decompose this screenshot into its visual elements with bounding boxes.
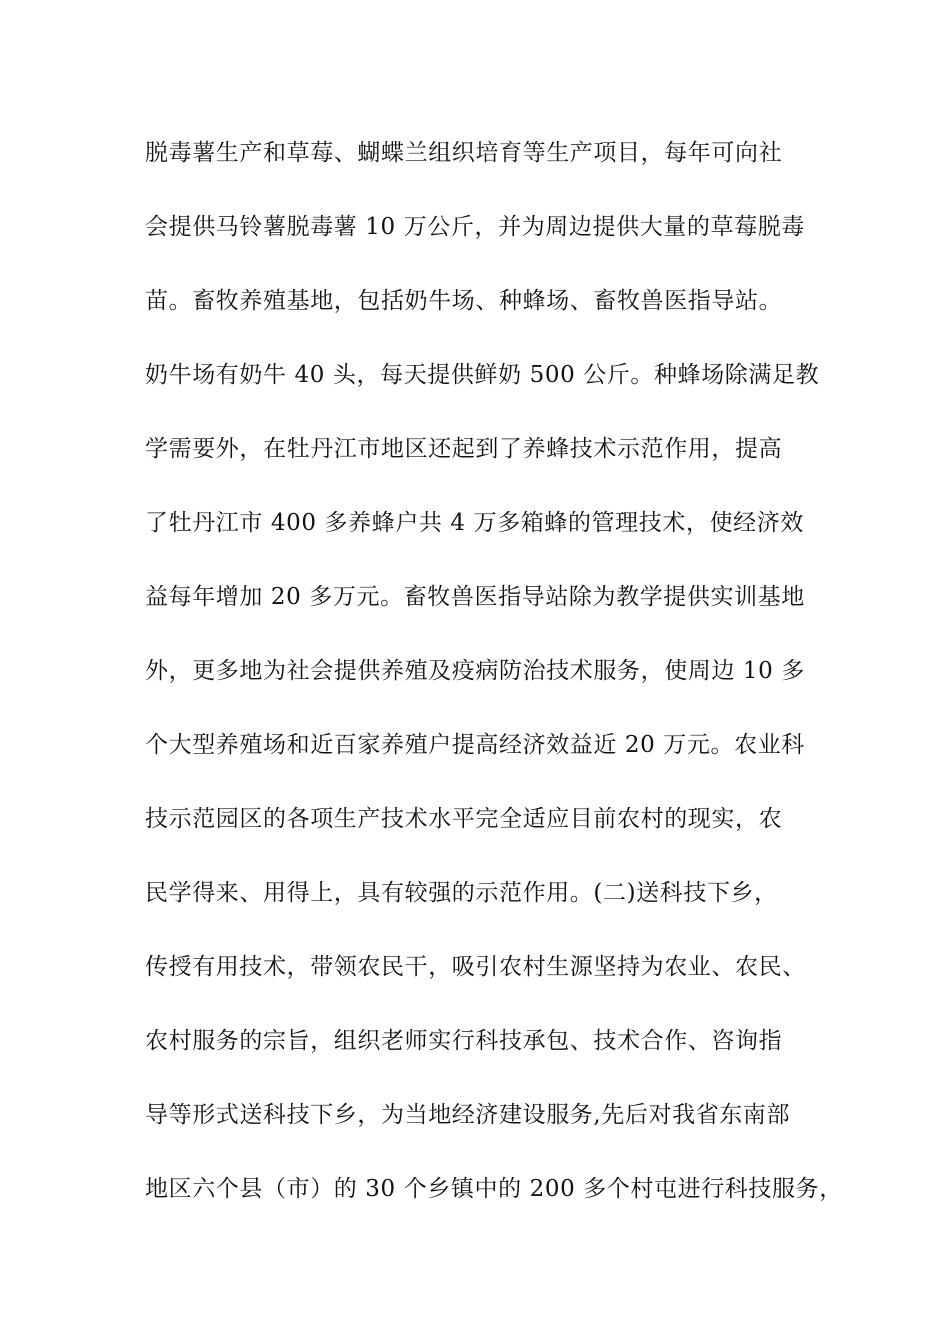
text-line: 益每年增加 20 多万元。畜牧兽医指导站除为教学提供实训基地	[145, 584, 805, 610]
text-line: 农村服务的宗旨，组织老师实行科技承包、技术合作、咨询指	[145, 1028, 783, 1054]
body-text	[145, 128, 843, 1238]
text-line: 学需要外，在牡丹江市地区还起到了养蜂技术示范作用，提高	[145, 436, 783, 462]
text-line: 地区六个县（市）的 30 个乡镇中的 200 多个村屯进行科技服务，	[145, 1176, 843, 1202]
text-line: 会提供马铃薯脱毒薯 10 万公斤，并为周边提供大量的草莓脱毒	[145, 214, 805, 240]
text-line: 了牡丹江市 400 多养蜂户共 4 万多箱蜂的管理技术，使经济效	[145, 510, 804, 536]
text-line: 个大型养殖场和近百家养殖户提高经济效益近 20 万元。农业科	[145, 732, 805, 758]
text-line: 技示范园区的各项生产技术水平完全适应目前农村的现实，农	[145, 806, 783, 832]
text-line: 传授有用技术，带领农民干，吸引农村生源坚持为农业、农民、	[145, 954, 806, 980]
text-line: 奶牛场有奶牛 40 头，每天提供鲜奶 500 公斤。种蜂场除满足教	[145, 362, 820, 388]
text-line: 导等形式送科技下乡，为当地经济建设服务,先后对我省东南部	[145, 1102, 791, 1128]
text-line: 脱毒薯生产和草莓、蝴蝶兰组织培育等生产项目，每年可向社	[145, 140, 783, 166]
text-line: 外，更多地为社会提供养殖及疫病防治技术服务，使周边 10 多	[145, 658, 805, 684]
text-line: 苗。畜牧养殖基地，包括奶牛场、种蜂场、畜牧兽医指导站。	[145, 288, 783, 314]
text-line: 民学得来、用得上，具有较强的示范作用。(二)送科技下乡，	[145, 880, 778, 906]
